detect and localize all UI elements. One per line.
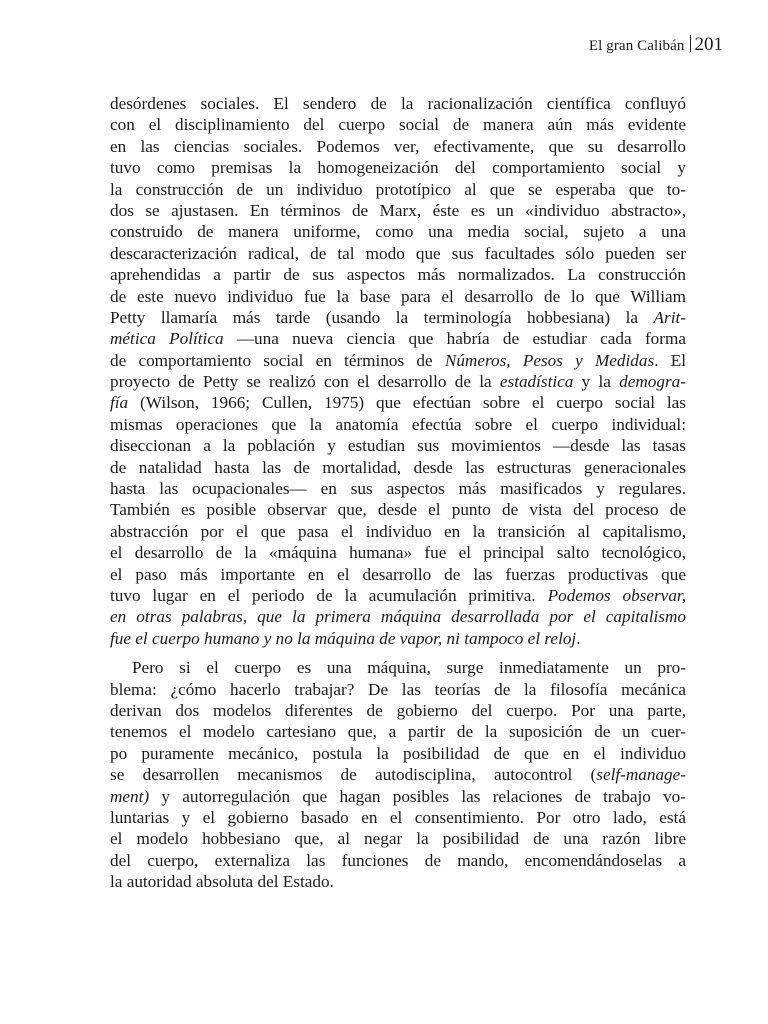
- text-run: Pero si el cuerpo es una máquina, surge inmediatamente un pro-: [132, 658, 686, 678]
- text-run: diseccionan a la población y estudian sus movimientos —desde las tasas: [110, 436, 686, 456]
- text-run: el paso más importante en el desarrollo de las fuerzas productivas que: [110, 564, 686, 584]
- text-run: (Wilson, 1966; Cullen, 1975) que efectúan sobre el cuerpo social las: [128, 393, 686, 413]
- text-line: [110, 743, 686, 764]
- text-run: —una nueva ciencia que habría de estudiar cada forma: [223, 329, 686, 349]
- text-run: con el disciplinamiento del cuerpo social de manera aún más evidente: [110, 115, 686, 135]
- text-line: [110, 157, 686, 178]
- text-line: [110, 871, 686, 892]
- text-run: del cuerpo, externaliza las funciones de mando, encomendándoselas a: [110, 850, 686, 870]
- text-line: [110, 243, 686, 264]
- text-run: aprehendidas a partir de sus aspectos más normalizados. La construcción: [110, 265, 686, 285]
- text-run: construido de manera uniforme, como una media social, sujeto a una: [110, 222, 686, 242]
- text-run: También es posible observar que, desde el punto de vista del proceso de: [110, 500, 686, 520]
- text-line: [110, 679, 686, 700]
- text-run: proyecto de Petty se realizó con el desarrollo de la: [110, 372, 500, 392]
- text-line: [110, 499, 686, 520]
- text-run: en las ciencias sociales. Podemos ver, efectivamente, que su desarrollo: [110, 136, 686, 156]
- text-line: [110, 542, 686, 563]
- text-line: [110, 478, 686, 499]
- text-line: [110, 350, 686, 371]
- italic-text: Podemos observar,: [547, 585, 686, 605]
- text-run: derivan dos modelos diferentes de gobierno del cuerpo. Por una parte,: [110, 700, 686, 720]
- text-line: [110, 585, 686, 606]
- text-line: [110, 564, 686, 585]
- text-run: .: [576, 628, 581, 648]
- header-divider: [690, 35, 691, 52]
- italic-text: ment): [110, 786, 150, 806]
- text-run: . El: [654, 350, 686, 370]
- text-line: [110, 93, 686, 114]
- text-run: la autoridad absoluta del Estado.: [110, 872, 334, 892]
- text-run: dos se ajustasen. En términos de Marx, éste es un «individuo abstracto»,: [110, 200, 686, 220]
- italic-text: fue el cuerpo humano y no la máquina de vapor, ni tampoco el reloj: [110, 628, 577, 648]
- text-line: [110, 628, 686, 649]
- page-number: 201: [694, 34, 723, 55]
- text-line: [110, 200, 686, 221]
- italic-text: Arit-: [653, 307, 686, 327]
- text-run: blema: ¿cómo hacerlo trabajar? De las teorías de la filosofía mecánica: [110, 679, 686, 699]
- text-line: [110, 606, 686, 627]
- text-run: de natalidad hasta las de mortalidad, desde las estructuras generacionales: [110, 457, 686, 477]
- paragraph: [110, 93, 686, 649]
- italic-text: self-manage-: [596, 765, 686, 785]
- text-run: hasta las ocupacionales— en sus aspectos más masificados y regulares.: [110, 479, 686, 499]
- text-line: [110, 136, 686, 157]
- text-line: [110, 221, 686, 242]
- text-line: [110, 657, 686, 678]
- text-run: y autorregulación que hagan posibles las relaciones de trabajo vo-: [149, 786, 686, 806]
- text-run: se desarrollen mecanismos de autodisciplina, autocontrol (: [110, 765, 597, 785]
- text-run: tuvo como premisas la homogeneización del comportamiento social y: [110, 158, 686, 178]
- text-run: de este nuevo individuo fue la base para el desarrollo de lo que William: [110, 286, 686, 306]
- text-line: [110, 328, 686, 349]
- text-run: y la: [573, 372, 620, 392]
- text-line: [110, 414, 686, 435]
- text-line: [110, 286, 686, 307]
- text-run: desórdenes sociales. El sendero de la racionalización científica confluyó: [110, 94, 686, 113]
- text-line: [110, 721, 686, 742]
- text-run: el modelo hobbesiano que, al negar la posibilidad de una razón libre: [110, 829, 686, 849]
- italic-text: mética Política: [110, 329, 224, 349]
- text-run: Petty llamaría más tarde (usando la terminología hobbesiana) la: [110, 307, 654, 327]
- text-run: luntarias y el gobierno basado en el consentimiento. Por otro lado, está: [110, 807, 686, 827]
- text-run: mismas operaciones que la anatomía efectúa sobre el cuerpo individual:: [110, 414, 686, 434]
- text-line: [110, 435, 686, 456]
- text-line: [110, 457, 686, 478]
- text-line: [110, 392, 686, 413]
- text-line: [110, 264, 686, 285]
- italic-text: fía: [110, 393, 129, 413]
- text-line: [110, 114, 686, 135]
- text-line: [110, 307, 686, 328]
- italic-text: demogra-: [619, 372, 687, 392]
- italic-text: en otras palabras, que la primera máquina desarrollada por el capitalismo: [110, 607, 686, 627]
- text-line: [110, 700, 686, 721]
- text-run: el desarrollo de la «máquina humana» fue el principal salto tecnológico,: [110, 543, 686, 563]
- running-header: [589, 33, 723, 56]
- text-line: [110, 371, 686, 392]
- text-run: de comportamiento social en términos de: [110, 350, 445, 370]
- text-line: [110, 521, 686, 542]
- italic-text: estadística: [499, 372, 574, 392]
- text-line: [110, 179, 686, 200]
- text-line: [110, 828, 686, 849]
- italic-text: Números, Pesos y Medidas: [444, 350, 655, 370]
- text-line: [110, 764, 686, 785]
- text-line: [110, 807, 686, 828]
- text-run: abstracción por el que pasa el individuo en la transición al capitalismo,: [110, 521, 686, 541]
- text-run: tuvo lugar en el periodo de la acumulación primitiva.: [110, 585, 548, 605]
- text-line: [110, 850, 686, 871]
- text-run: po puramente mecánico, postula la posibilidad de que en el individuo: [110, 743, 686, 763]
- text-run: la construcción de un individuo prototípico al que se esperaba que to-: [110, 179, 686, 199]
- text-run: tenemos el modelo cartesiano que, a partir de la suposición de un cuer-: [110, 722, 686, 742]
- paragraph: [110, 657, 686, 892]
- text-line: [110, 786, 686, 807]
- running-title: El gran Calibán: [588, 38, 685, 54]
- body-text: [110, 93, 686, 892]
- text-run: descaracterización radical, de tal modo que sus facultades sólo pueden ser: [110, 243, 686, 263]
